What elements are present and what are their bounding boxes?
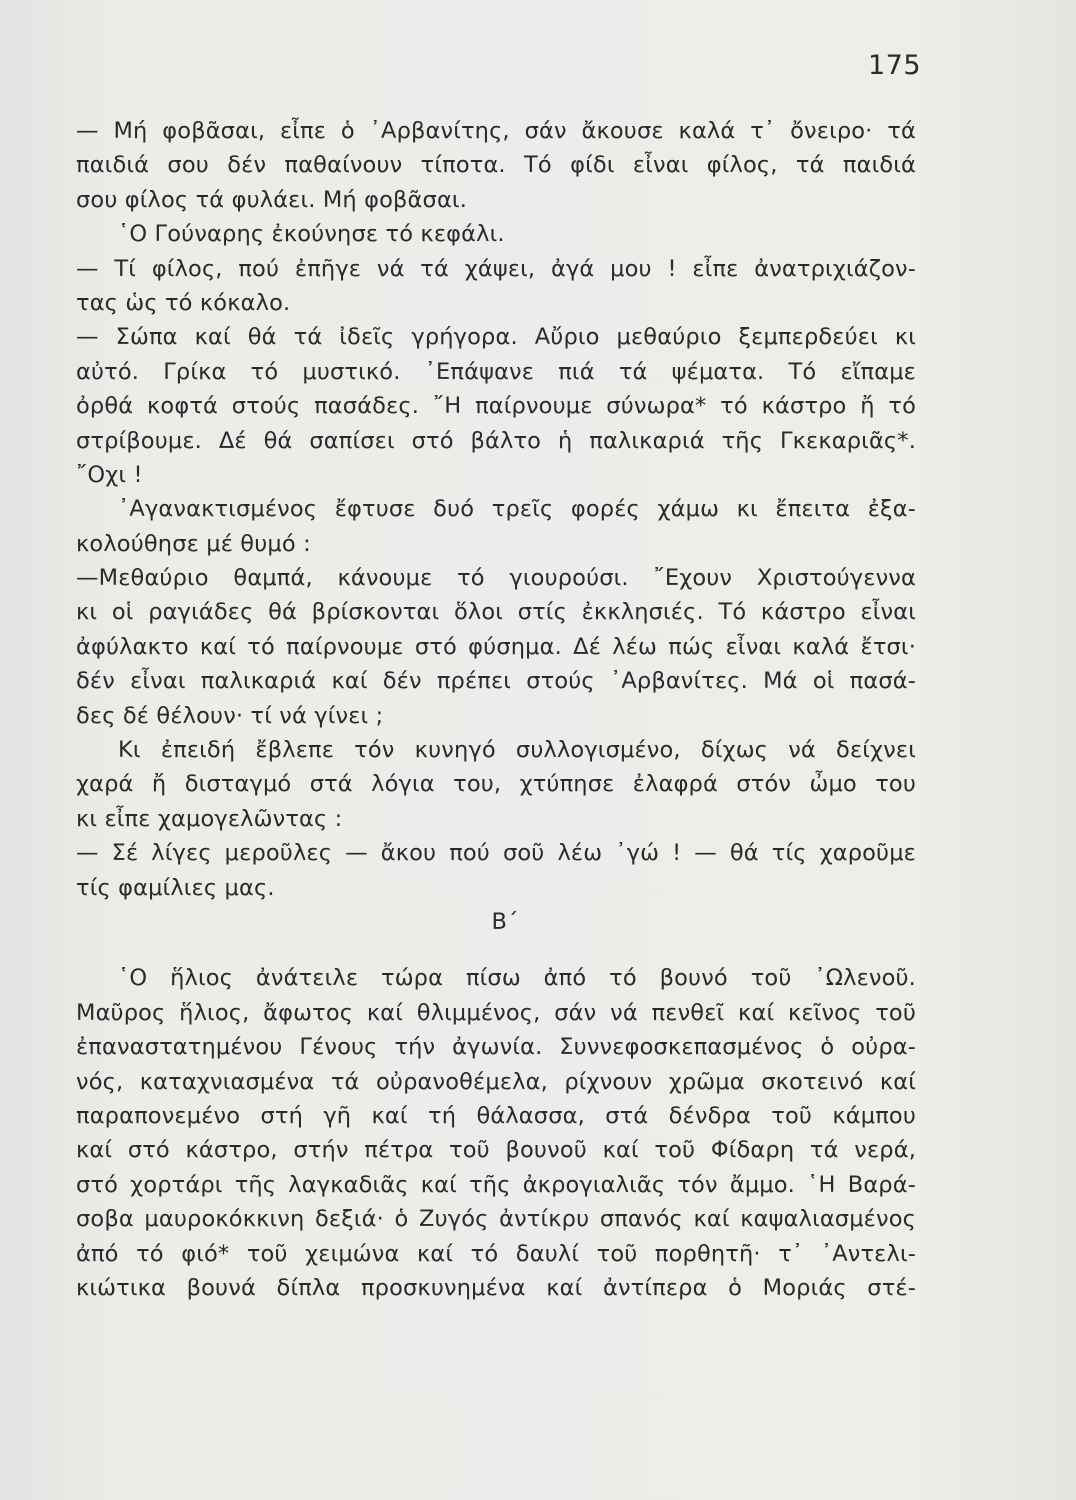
text-line: κι εἶπε χαμογελῶντας : bbox=[76, 805, 343, 832]
text-line: τας ὡς τό κόκαλο. bbox=[76, 289, 291, 316]
text-line: — Τί φίλος, πού ἐπῆγε νά τά χάψει, ἀγά μου ! εἶπε ἀνατριχιάζον- bbox=[76, 255, 916, 282]
text-line: κι οἱ ραγιάδες θά βρίσκονται ὅλοι στίς ἐκκλησιές. Τό κάστρο εἶναι bbox=[76, 599, 916, 626]
text-line: παιδιά σου δέν παθαίνουν τίποτα. Τό φίδι εἶναι φίλος, τά παιδιά bbox=[76, 152, 916, 179]
text-line: ᾿Αγανακτισμένος ἔφτυσε δυό τρεῖς φορές χάμω κι ἔπειτα ἐξα- bbox=[118, 496, 916, 523]
text-line: ἐπαναστατημένου Γένους τήν ἀγωνία. Συννεφοσκεπασμένος ὁ οὐρα- bbox=[76, 1034, 916, 1061]
text-line: δέν εἶναι παλικαριά καί δέν πρέπει στούς ᾿Αρβανίτες. Μά οἱ πασά- bbox=[76, 668, 916, 695]
text-line: ὀρθά κοφτά στούς πασάδες. ῎Η παίρνουμε σύνωρα* τό κάστρο ἤ τό bbox=[76, 393, 916, 420]
text-line: σου φίλος τά φυλάει. Μή φοβᾶσαι. bbox=[76, 186, 467, 213]
text-line: τίς φαμίλιες μας. bbox=[76, 874, 275, 901]
page-number: 175 bbox=[868, 50, 922, 81]
text-line: — Σέ λίγες μεροῦλες — ἄκου πού σοῦ λέω ᾿γώ ! — θά τίς χαροῦμε bbox=[76, 840, 916, 867]
text-line: — Σώπα καί θά τά ἰδεῖς γρήγορα. Αὔριο μεθαύριο ξεμπερδεύει κι bbox=[76, 324, 916, 351]
text-line: καί στό κάστρο, στήν πέτρα τοῦ βουνοῦ καί τοῦ Φίδαρη τά νερά, bbox=[76, 1137, 916, 1164]
text-line: στό χορτάρι τῆς λαγκαδιᾶς καί τῆς ἀκρογιαλιᾶς τόν ἄμμο. ῾Η Βαρά- bbox=[76, 1171, 916, 1198]
text-line: —Μεθαύριο θαμπά, κάνουμε τό γιουρούσι. ῎Εχουν Χριστούγεννα bbox=[76, 565, 916, 592]
text-line: ῎Οχι ! bbox=[76, 461, 143, 488]
section-heading: Β΄ bbox=[491, 908, 519, 935]
text-line: κολούθησε μέ θυμό : bbox=[76, 530, 311, 557]
text-line: Μαῦρος ἥλιος, ἄφωτος καί θλιμμένος, σάν νά πενθεῖ καί κεῖνος τοῦ bbox=[76, 999, 916, 1026]
text-line: Κι ἐπειδή ἔβλεπε τόν κυνηγό συλλογισμένο, δίχως νά δείχνει bbox=[118, 737, 916, 764]
text-line: — Μή φοβᾶσαι, εἶπε ὁ ᾿Αρβανίτης, σάν ἄκουσε καλά τ᾿ ὄνειρο· τά bbox=[76, 118, 916, 144]
text-line: στρίβουμε. Δέ θά σαπίσει στό βάλτο ἡ παλικαριά τῆς Γκεκαριᾶς*. bbox=[76, 427, 916, 454]
text-line: ἀπό τό φιό* τοῦ χειμώνα καί τό δαυλί τοῦ πορθητῆ· τ᾿ ᾿Αντελι- bbox=[76, 1240, 916, 1267]
text-line: δες δέ θέλουν· τί νά γίνει ; bbox=[76, 702, 384, 729]
body-text bbox=[76, 114, 916, 1305]
text-line: κιώτικα βουνά δίπλα προσκυνημένα καί ἀντίπερα ὁ Μοριάς στέ- bbox=[76, 1274, 916, 1301]
text-line: ἀφύλακτο καί τό παίρνουμε στό φύσημα. Δέ λέω πώς εἶναι καλά ἔτσι· bbox=[76, 633, 916, 660]
text-line: ῾Ο Γούναρης ἐκούνησε τό κεφάλι. bbox=[118, 221, 505, 248]
text-line: αὐτό. Γρίκα τό μυστικό. ᾿Επάψανε πιά τά ψέματα. Τό εἴπαμε bbox=[76, 358, 916, 385]
spacer bbox=[76, 939, 916, 961]
text-line: παραπονεμένο στή γῆ καί τή θάλασσα, στά δένδρα τοῦ κάμπου bbox=[76, 1102, 916, 1129]
text-line: νός, καταχνιασμένα τά οὐρανοθέμελα, ρίχνουν χρῶμα σκοτεινό καί bbox=[76, 1068, 916, 1095]
text-line: ῾Ο ἥλιος ἀνάτειλε τώρα πίσω ἀπό τό βουνό τοῦ ᾿Ωλενοῦ. bbox=[118, 965, 916, 992]
text-line: σοβα μαυροκόκκινη δεξιά· ὁ Ζυγός ἀντίκρυ σπανός καί καψαλιασμένος bbox=[76, 1206, 916, 1233]
text-line: χαρά ἤ δισταγμό στά λόγια του, χτύπησε ἐλαφρά στόν ὦμο του bbox=[76, 771, 916, 798]
